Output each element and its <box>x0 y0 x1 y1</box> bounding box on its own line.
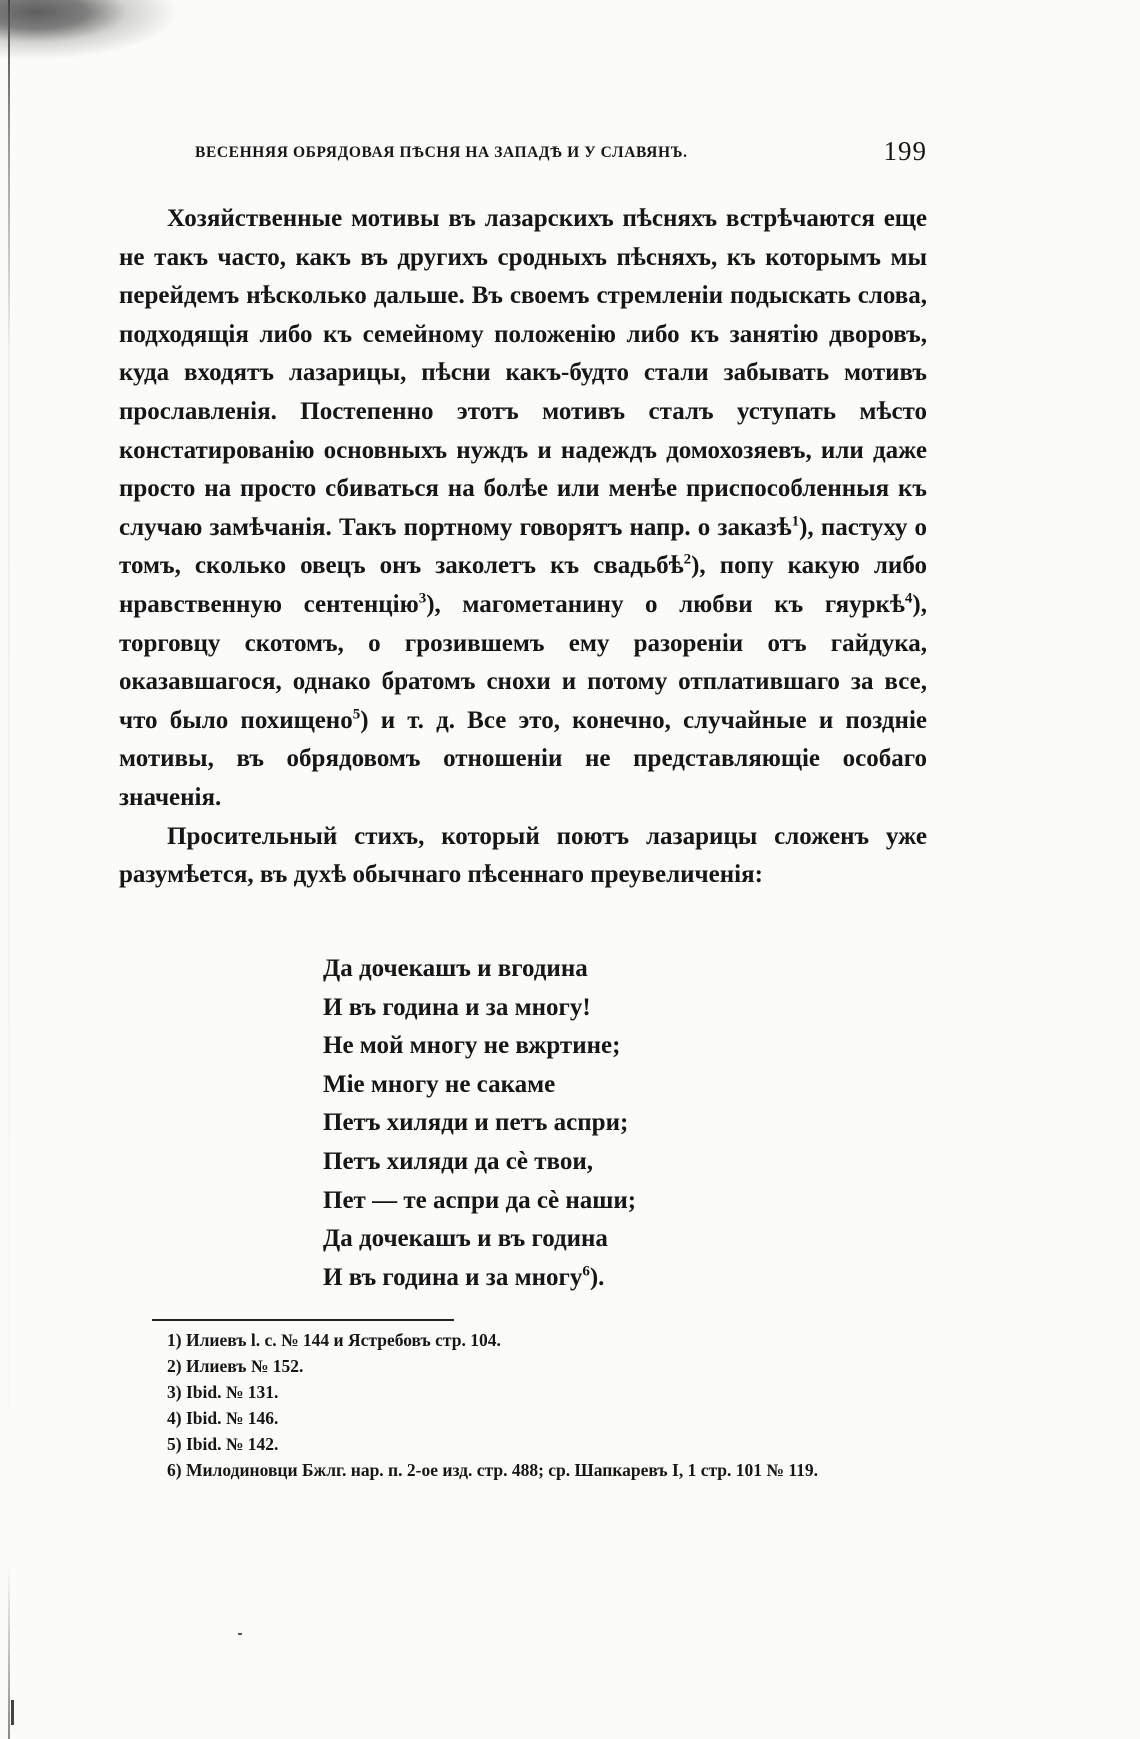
footnote-ref-5: 5 <box>352 706 361 723</box>
footnote-ref-3: 3 <box>418 590 427 607</box>
footnote-1: 1) Илиевъ l. c. № 144 и Ястребовъ стр. 104. <box>167 1330 501 1350</box>
footnote-2: 2) Илиевъ № 152. <box>167 1356 304 1376</box>
footnote-ref-4: 4 <box>904 590 913 607</box>
verse-line: Да дочекашъ и въ година <box>323 1225 608 1253</box>
footnote-5: 5) Ibid. № 142. <box>167 1434 279 1454</box>
verse-line: Петъ хиляди и петъ аспри; <box>323 1109 629 1137</box>
footnote-divider <box>152 1319 454 1321</box>
footnotes <box>119 1327 927 1483</box>
body-text <box>119 200 927 895</box>
footnote-4: 4) Ibid. № 146. <box>167 1408 279 1428</box>
footnote-6: 6) Милодиновци Бжлг. нар. п. 2-ое изд. стр. 488; ср. Шапкаревъ I, 1 стр. 101 № 119. <box>167 1460 818 1480</box>
paragraph-1: Хозяйственные мотивы въ лазарскихъ пѣсняхъ встрѣчаются еще не такъ часто, какъ въ другихъ сродныхъ пѣсняхъ, къ которымъ мы перейдемъ нѣсколько дальше. Въ своемъ стремленіи подыскать слова, подходящія либо къ семейному положенію либо къ занятію дворовъ, куда входятъ лазарицы, пѣсни какъ-будто стали забывать мотивъ прославленія. Постепенно этотъ мотивъ сталъ уступать мѣсто констатированію основныхъ нуждъ и надеждъ домохозяевъ, или даже просто на просто сбиваться на болѣе или менѣе приспособленныя къ случаю замѣчанія. Такъ портному говорятъ напр. о заказѣ$^1$), пастуху о томъ, сколько овецъ онъ заколетъ къ свадьбѣ$^2$), попу какую либо нравственную сентенцію$^3$), магометанину о любви къ гяуркѣ$^4$), торговцу скотомъ, о грозившемъ ему разореніи отъ гайдука, оказавшагося, однако братомъ снохи и потому отплатившаго за все, что было похищено$^5$) и т. д. Все это, конечно, случайные и поздніе мотивы, въ обрядовомъ отношеніи не представляющіе особаго значенія. <box>119 205 928 811</box>
footnote-3: 3) Ibid. № 131. <box>167 1382 279 1402</box>
scan-speck <box>238 1633 242 1635</box>
scan-left-edge <box>8 0 10 1739</box>
verse-line: Петъ хиляди да сѐ твои, <box>323 1147 594 1175</box>
paragraph-2: Просительный стихъ, который поютъ лазарицы сложенъ уже разумѣется, въ духѣ обычнаго пѣсеннаго преувеличенія: <box>119 822 927 889</box>
footnote-ref-1: 1 <box>791 513 800 530</box>
page-number: 199 <box>883 136 927 166</box>
verse-line: И въ година и за многу! <box>323 993 591 1021</box>
scan-corner-shadow <box>0 0 180 60</box>
verse-line: Пет — те аспри да сѐ наши; <box>323 1186 637 1214</box>
verse-line: Міе многу не сакаме <box>323 1070 556 1098</box>
footnote-ref-2: 2 <box>683 552 692 569</box>
verse-line: Не мой многу не вжртине; <box>323 1032 621 1060</box>
running-head <box>195 136 935 172</box>
running-title: ВЕСЕННЯЯ ОБРЯДОВАЯ ПѢСНЯ НА ЗАПАДѢ И У СЛАВЯНЪ. <box>195 144 688 161</box>
footnote-ref-6: 6 <box>582 1263 590 1280</box>
verse-line: Да дочекашъ и вгодина <box>323 955 588 982</box>
scan-edge-mark <box>11 1700 14 1725</box>
verse-block <box>323 950 883 1297</box>
verse-line-last: И въ година и за многу$^6$). <box>323 1263 605 1291</box>
